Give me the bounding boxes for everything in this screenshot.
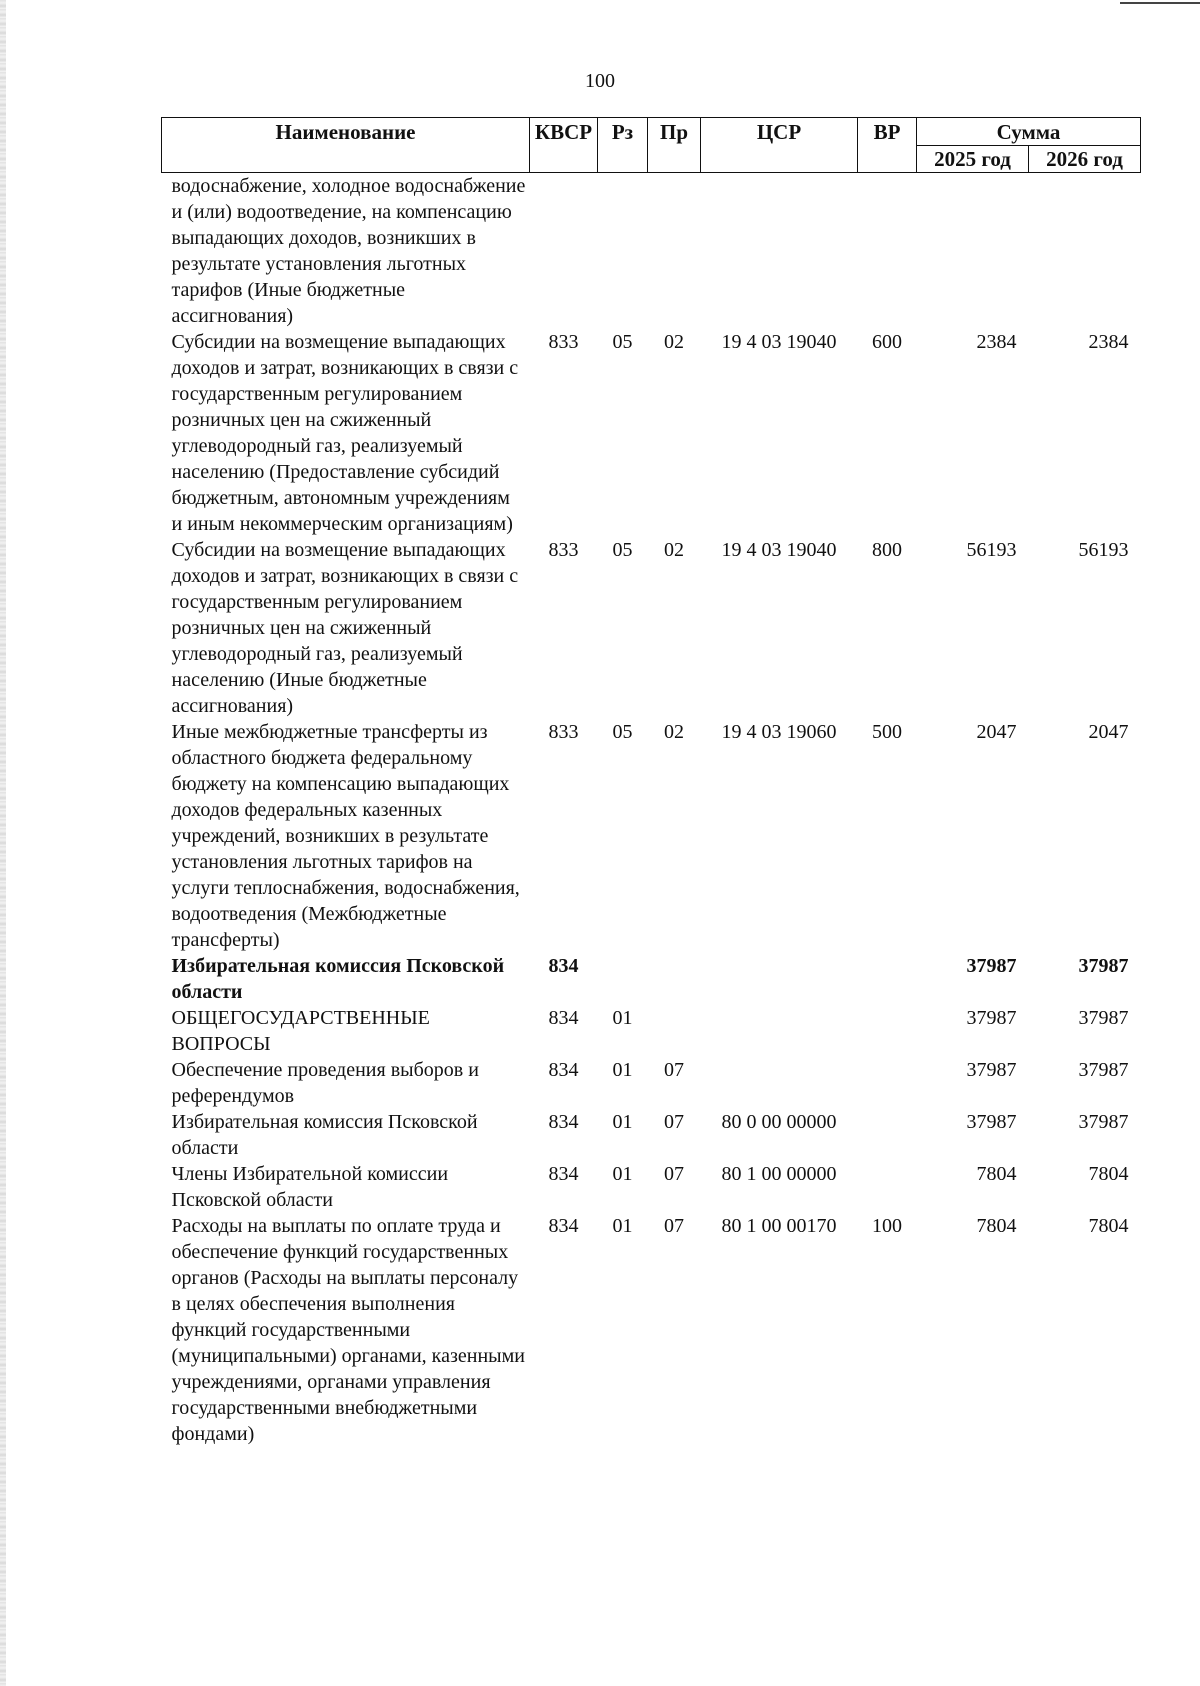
cell-vr: 500 [872,721,902,743]
cell-rz: 01 [612,1007,633,1029]
cell-vr [858,1161,917,1213]
cell-rz: 01 [612,1111,633,1133]
cell-sum-2026: 7804 [1088,1215,1129,1237]
cell-kvsr [530,173,598,330]
header-rz: Рз [598,118,648,173]
table-row [162,953,1141,1005]
header-vr: ВР [858,118,917,173]
cell-csr [701,1057,858,1109]
cell-sum-2026: 7804 [1088,1163,1129,1185]
header-name: Наименование [162,118,530,173]
cell-sum-2025: 2047 [976,721,1017,743]
cell-vr [858,953,917,1005]
cell-sum-2026: 37987 [1078,1007,1129,1029]
cell-sum-2026 [1029,173,1141,330]
cell-kvsr: 834 [548,1007,579,1029]
table-row [162,173,1141,330]
cell-vr [858,1005,917,1057]
cell-sum-2026: 37987 [1078,1059,1129,1081]
page-number: 100 [585,70,615,92]
cell-rz [598,173,648,330]
cell-csr [701,1005,858,1057]
cell-name: Субсидии на возмещение выпадающих доходов и затрат, возникающих в связи с государственным регулированием розничных цен на сжиженный углеводородный газ, реализуемый населению (Иные бюджетные ассигнования) [171,539,519,717]
cell-rz: 05 [612,539,633,561]
cell-csr [701,173,858,330]
table-row [162,329,1141,537]
cell-csr: 19 4 03 19040 [721,539,837,561]
table-row [162,1213,1141,1447]
cell-sum-2025: 37987 [966,955,1017,977]
cell-pr [648,173,701,330]
cell-rz: 01 [612,1163,633,1185]
cell-kvsr: 834 [548,1059,579,1081]
cell-pr [648,953,701,1005]
table-body [162,173,1141,1448]
cell-sum-2025: 37987 [966,1059,1017,1081]
cell-sum-2025: 37987 [966,1007,1017,1029]
table-row [162,719,1141,953]
cell-rz: 01 [612,1215,633,1237]
table-row [162,1005,1141,1057]
header-sum: Сумма [917,118,1141,146]
cell-sum-2025: 7804 [976,1215,1017,1237]
cell-name: ОБЩЕГОСУДАРСТВЕННЫЕ ВОПРОСЫ [171,1007,430,1055]
cell-name: Субсидии на возмещение выпадающих доходов и затрат, возникающих в связи с государственным регулированием розничных цен на сжиженный углеводородный газ, реализуемый населению (Предоставление субсидий бюджетным, автономным учреждениям и иным некоммерческим организациям) [171,331,519,535]
cell-rz: 05 [612,331,633,353]
cell-pr: 07 [664,1059,684,1081]
cell-pr: 02 [664,539,684,561]
cell-csr: 80 1 00 00170 [721,1215,837,1237]
cell-csr: 19 4 03 19040 [721,331,837,353]
cell-sum-2025: 7804 [976,1163,1017,1185]
cell-rz: 05 [612,721,633,743]
cell-sum-2025: 2384 [976,331,1017,353]
cell-sum-2025: 37987 [966,1111,1017,1133]
header-pr: Пр [648,118,701,173]
header-kvsr: КВСР [530,118,598,173]
header-year-2025: 2025 год [917,146,1029,173]
top-rule-line [1120,2,1200,4]
cell-pr: 02 [664,331,684,353]
cell-sum-2026: 56193 [1078,539,1129,561]
table-row [162,1057,1141,1109]
cell-name: водоснабжение, холодное водоснабжение и (или) водоотведение, на компенсацию выпадающих доходов, возникших в результате установления льготных тарифов (Иные бюджетные ассигнования) [171,175,526,327]
cell-sum-2025: 56193 [966,539,1017,561]
cell-vr [858,1057,917,1109]
cell-sum-2026: 37987 [1078,1111,1129,1133]
scan-edge-artifact [0,0,6,1686]
cell-kvsr: 833 [548,721,579,743]
cell-kvsr: 834 [548,1215,579,1237]
cell-vr: 100 [872,1215,902,1237]
cell-vr [858,173,917,330]
cell-name: Члены Избирательной комиссии Псковской области [171,1163,449,1211]
cell-sum-2026: 37987 [1078,955,1129,977]
cell-rz: 01 [612,1059,633,1081]
table-row [162,537,1141,719]
header-year-2026: 2026 год [1029,146,1141,173]
cell-vr: 600 [872,331,902,353]
cell-kvsr: 833 [548,331,579,353]
cell-name: Иные межбюджетные трансферты из областного бюджета федеральному бюджету на компенсацию выпадающих доходов федеральных казенных учреждений, возникших в результате установления льготных тарифов на услуги теплоснабжения, водоснабжения, водоотведения (Межбюджетные трансферты) [171,721,520,951]
cell-pr: 02 [664,721,684,743]
cell-rz [598,953,648,1005]
cell-csr: 80 0 00 00000 [721,1111,837,1133]
budget-table [161,117,1141,1447]
table-header [162,118,1141,173]
cell-kvsr: 834 [548,1111,579,1133]
cell-pr: 07 [664,1215,684,1237]
cell-csr: 80 1 00 00000 [721,1163,837,1185]
cell-vr [858,1109,917,1161]
cell-kvsr: 834 [548,1163,579,1185]
table-row [162,1161,1141,1213]
cell-name: Расходы на выплаты по оплате труда и обеспечение функций государственных органов (Расходы на выплаты персоналу в целях обеспечения выполнения функций государственными (муниципальными) органами, казенными учреждениями, органами управления государственными внебюджетными фондами) [171,1215,525,1445]
cell-csr: 19 4 03 19060 [721,721,837,743]
cell-sum-2026: 2047 [1088,721,1129,743]
header-csr: ЦСР [701,118,858,173]
cell-sum-2026: 2384 [1088,331,1129,353]
cell-sum-2025 [917,173,1029,330]
table-row [162,1109,1141,1161]
cell-name: Обеспечение проведения выборов и референдумов [171,1059,479,1107]
cell-kvsr: 833 [548,539,579,561]
cell-name: Избирательная комиссия Псковской области [171,955,505,1003]
cell-vr: 800 [872,539,902,561]
cell-csr [701,953,858,1005]
cell-pr: 07 [664,1111,684,1133]
cell-name: Избирательная комиссия Псковской области [171,1111,478,1159]
cell-pr [648,1005,701,1057]
cell-kvsr: 834 [548,955,579,977]
cell-pr: 07 [664,1163,684,1185]
